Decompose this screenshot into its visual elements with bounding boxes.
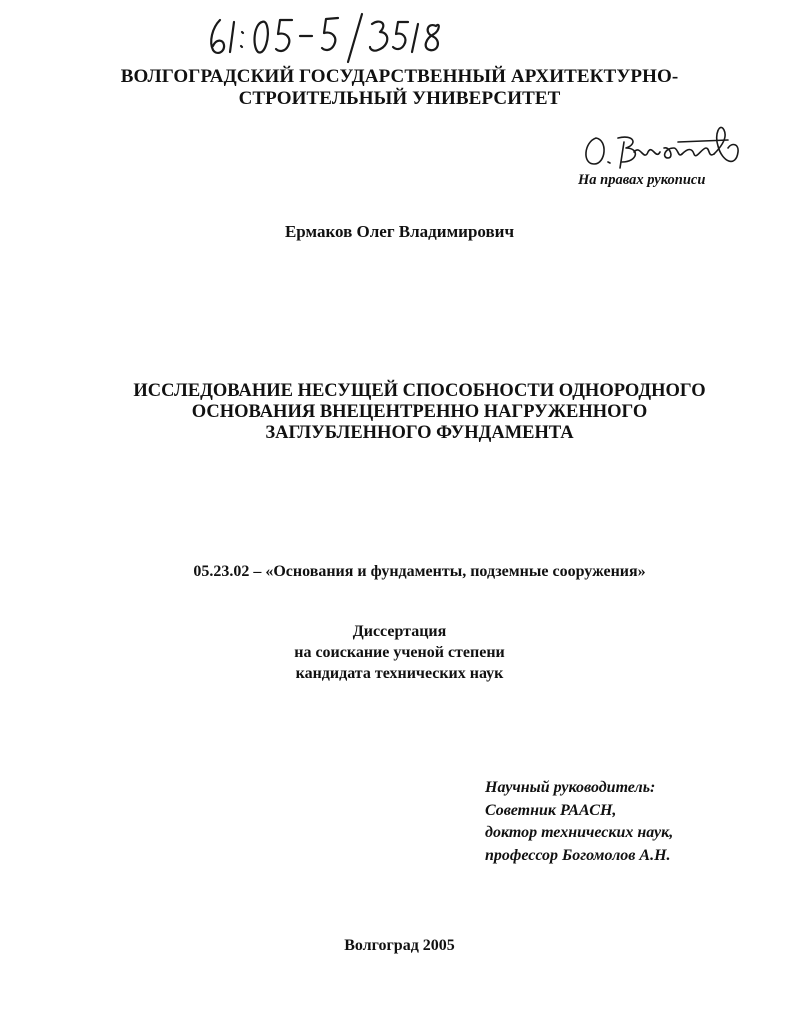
supervisor-line-3: доктор технических наук,: [485, 824, 674, 841]
degree-statement: [0, 621, 799, 684]
degree-line-3: кандидата технических наук: [295, 665, 504, 682]
specialty-code: 05.23.02 – «Основания и фундаменты, подземные сооружения»: [193, 563, 646, 580]
supervisor-line-2: Советник РААСН,: [485, 801, 617, 819]
archive-code-handwritten: [200, 6, 470, 66]
thesis-title-line-3: ЗАГЛУБЛЕННОГО ФУНДАМЕНТА: [265, 423, 574, 443]
archive-code-drawing: [200, 6, 470, 66]
thesis-title-line-2: ОСНОВАНИЯ ВНЕЦЕНТРЕННО НАГРУЖЕННОГО: [191, 402, 648, 422]
degree-line-2: на соискание ученой степени: [294, 644, 505, 661]
author-name: Ермаков Олег Владимирович: [284, 222, 515, 241]
signature-drawing: [578, 118, 748, 180]
university-line-1: ВОЛГОГРАДСКИЙ ГОСУДАРСТВЕННЫЙ АРХИТЕКТУРНО-: [120, 66, 679, 87]
supervisor-block: [485, 777, 673, 867]
manuscript-rights-note: На правах рукописи: [578, 172, 706, 188]
supervisor-line-1: Научный руководитель:: [485, 779, 656, 796]
university-line-2: СТРОИТЕЛЬНЫЙ УНИВЕРСИТЕТ: [238, 88, 561, 109]
city-year: Волгоград 2005: [344, 937, 455, 954]
author-signature: [578, 118, 748, 180]
degree-line-1: Диссертация: [352, 623, 447, 640]
supervisor-line-4: профессор Богомолов А.Н.: [485, 846, 671, 864]
thesis-title-line-1: ИССЛЕДОВАНИЕ НЕСУЩЕЙ СПОСОБНОСТИ ОДНОРОДНОГО: [133, 381, 706, 401]
university-name: [0, 66, 799, 110]
thesis-title: [20, 381, 799, 444]
